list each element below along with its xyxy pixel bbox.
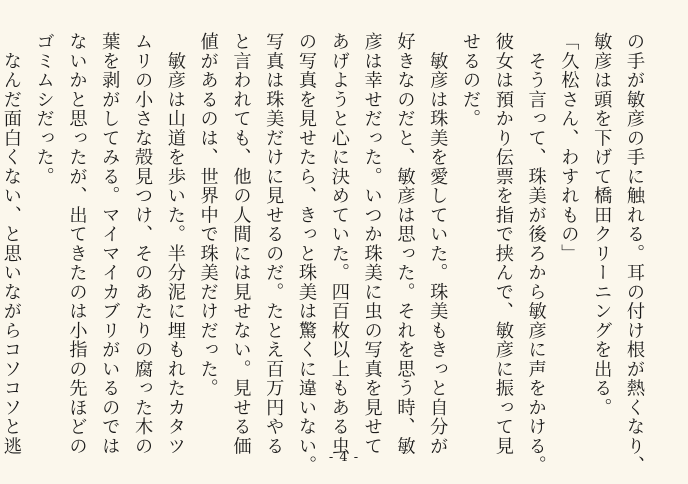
- page-number: - 4 -: [328, 450, 360, 465]
- text-line: 彦は幸せだった。いつか珠美に虫の写真を見せて: [361, 32, 383, 456]
- text-line: なんだ面白くない、と思いながらコソコソと逃: [0, 32, 22, 456]
- text-line: と言われても、他の人間には見せない。見せる価: [230, 32, 252, 456]
- text-line: 葉を剥がしてみる。マイマイカブリがいるのでは: [99, 32, 121, 456]
- text-line: 敏彦は珠美を愛していた。珠美もきっと自分が: [427, 32, 449, 456]
- text-line: そう言って、珠美が後ろから敏彦に声をかける。: [525, 32, 547, 475]
- vertical-text-block: [0, 32, 650, 475]
- text-line: の手が敏彦の手に触れる。耳の付け根が熱くなり、: [624, 32, 645, 475]
- text-line: 敏彦は頭を下げて橋田クリーニングを出る。: [591, 32, 613, 417]
- text-line: 値があるのは、世界中で珠美だけだった。: [197, 32, 219, 398]
- text-line: 好きなのだと、敏彦は思った。それを思う時、敏: [394, 32, 416, 456]
- text-line: ゴミムシだった。: [33, 32, 55, 186]
- text-line: の写真を見せたら、きっと珠美は驚くに違いない。: [296, 32, 318, 475]
- text-line: せるのだ。: [460, 32, 482, 129]
- text-line: あげようと心に決めていた。四百枚以上もある虫: [328, 32, 350, 456]
- text-line: ないかと思ったが、出てきたのは小指の先ほどの: [66, 32, 88, 456]
- text-line: 彼女は預かり伝票を指で挟んで、敏彦に振って見: [492, 32, 514, 456]
- text-line: 「久松さん、わすれもの」: [558, 32, 580, 263]
- text-line: 写真は珠美だけに見せるのだ。たとえ百万円やる: [263, 32, 285, 456]
- text-line: ムリの小さな殻見つけ、そのあたりの腐った木の: [132, 32, 154, 456]
- text-line: 敏彦は山道を歩いた。半分泥に埋もれたカタツ: [164, 32, 186, 456]
